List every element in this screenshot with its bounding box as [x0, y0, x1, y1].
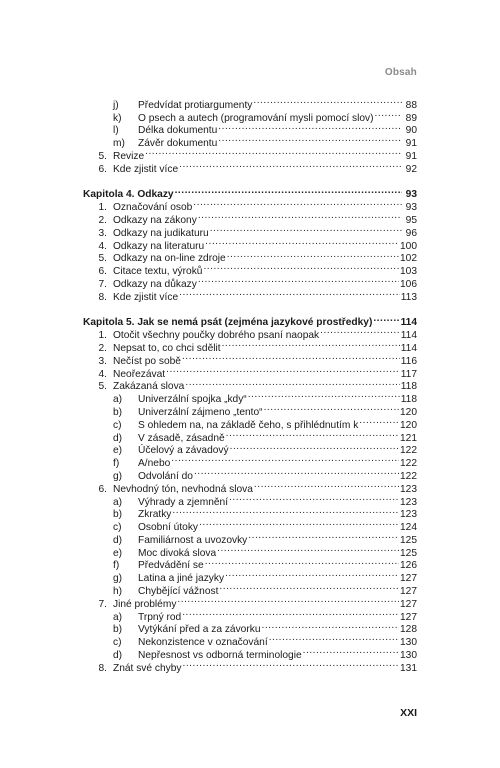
- dot-leader: [183, 658, 399, 671]
- toc-title: Zkratky: [138, 509, 172, 521]
- toc-page-number: 114: [400, 317, 417, 329]
- toc-page-number: 96: [405, 227, 417, 239]
- toc-page-number: 95: [405, 214, 417, 226]
- toc-letter: h): [113, 586, 123, 598]
- toc-page-number: 91: [405, 138, 417, 150]
- toc-page-number: 92: [405, 163, 417, 175]
- dot-leader: [166, 364, 400, 377]
- toc-page-number: 123: [400, 496, 417, 508]
- toc-page-number: 127: [400, 598, 417, 610]
- toc-title: Univerzální zájmeno „tento“: [138, 406, 263, 418]
- dot-leader: [198, 274, 399, 287]
- toc-title: Kapitola 5. Jak se nemá psát (zejména jazykové prostředky): [83, 317, 373, 329]
- dot-leader: [210, 223, 402, 236]
- dot-leader: [177, 594, 399, 607]
- toc-subitem[interactable]: [83, 556, 417, 572]
- toc-number: 3.: [98, 355, 107, 367]
- toc-page-number: 103: [400, 266, 417, 278]
- toc-title: Latina a jiné jazyky: [138, 573, 225, 585]
- toc-subitem[interactable]: [83, 505, 417, 521]
- toc-title: Univerzální spojka „kdy“: [138, 394, 247, 406]
- toc-title: Délka dokumentu: [138, 125, 218, 137]
- toc-subitem[interactable]: [83, 121, 417, 137]
- dot-leader: [194, 466, 399, 479]
- toc-title: Vytýkání před a za závorku: [138, 624, 261, 636]
- dot-leader: [227, 249, 399, 262]
- toc-number: 2.: [98, 342, 107, 354]
- running-header: Obsah: [384, 67, 417, 78]
- toc-page-number: 93: [405, 189, 417, 201]
- toc-page-number: 123: [400, 509, 417, 521]
- toc-number: 8.: [98, 662, 107, 674]
- toc-title: Označování osob: [113, 202, 193, 214]
- toc-number: 5.: [98, 381, 107, 393]
- dot-leader: [254, 479, 399, 492]
- toc-title: Chybějící vážnost: [138, 586, 219, 598]
- toc-title: Odvolání do: [138, 470, 193, 482]
- toc-letter: m): [113, 138, 125, 150]
- toc-chapter[interactable]: [83, 313, 417, 329]
- toc-subitem[interactable]: [83, 428, 417, 444]
- toc-title: Odkazy na literaturu: [113, 240, 205, 252]
- toc-letter: c): [113, 522, 122, 534]
- toc-page-number: 90: [405, 125, 417, 137]
- dot-leader: [222, 338, 400, 351]
- toc-letter: j): [113, 99, 119, 111]
- toc-subitem[interactable]: [83, 95, 417, 111]
- dot-leader: [320, 325, 400, 338]
- dot-leader: [179, 159, 402, 172]
- toc-page-number: 130: [400, 637, 417, 649]
- toc-title: Odkazy na judikaturu: [113, 227, 209, 239]
- dot-leader: [262, 620, 400, 633]
- dot-leader: [198, 210, 402, 223]
- toc-title: Citace textu, výroků: [113, 266, 203, 278]
- toc-letter: d): [113, 534, 123, 546]
- dot-leader: [171, 453, 399, 466]
- dot-leader: [248, 389, 400, 402]
- toc-title: Trpný rod: [138, 611, 182, 623]
- toc-title: Předvídat protiargumenty: [138, 99, 253, 111]
- page-number: XXI: [400, 707, 417, 719]
- toc-title: Odkazy na on-line zdroje: [113, 253, 226, 265]
- toc-title: Moc divoká slova: [138, 547, 217, 559]
- toc-page-number: 116: [400, 355, 417, 367]
- toc-letter: a): [113, 611, 123, 623]
- toc-page-number: 127: [400, 586, 417, 598]
- dot-leader: [182, 351, 400, 364]
- toc-page-number: 121: [400, 432, 417, 444]
- dot-leader: [218, 121, 402, 134]
- toc-letter: g): [113, 573, 123, 585]
- toc-title: Nepřesnost vs odborná terminologie: [138, 650, 302, 662]
- toc-letter: c): [113, 637, 122, 649]
- toc-page-number: 89: [405, 112, 417, 124]
- toc-letter: b): [113, 624, 123, 636]
- toc-subitem[interactable]: [83, 453, 417, 470]
- toc-subitem[interactable]: [83, 620, 417, 636]
- dot-leader: [175, 185, 402, 198]
- toc-page-number: 127: [400, 611, 417, 623]
- dot-leader: [205, 236, 399, 249]
- toc-number: 7.: [98, 598, 107, 610]
- toc-page-number: 123: [400, 483, 417, 495]
- toc-number: 4.: [98, 368, 107, 380]
- toc-subitem[interactable]: [83, 530, 417, 546]
- toc-number: 6.: [98, 266, 107, 278]
- toc-subitem[interactable]: [83, 581, 417, 598]
- dot-leader: [375, 108, 402, 121]
- toc-letter: b): [113, 406, 123, 418]
- toc-title: Jiné problémy: [113, 598, 177, 610]
- toc-number: 7.: [98, 278, 107, 290]
- toc-page-number: 114: [400, 330, 417, 342]
- dot-leader: [182, 607, 399, 620]
- dot-leader: [230, 441, 399, 454]
- toc-number: 5.: [98, 253, 107, 265]
- toc-title: Kde zjistit více: [113, 163, 179, 175]
- dot-leader: [145, 146, 402, 159]
- dot-leader: [193, 197, 402, 210]
- dot-leader: [226, 428, 399, 441]
- toc-page-number: 118: [400, 381, 417, 393]
- toc-number: 3.: [98, 227, 107, 239]
- toc-page-number: 124: [400, 522, 417, 534]
- toc-page-number: 117: [400, 368, 417, 380]
- dot-leader: [248, 530, 399, 543]
- toc-page-number: 100: [400, 240, 417, 252]
- dot-leader: [264, 402, 399, 415]
- toc-title: Výhrady a zjemnění: [138, 496, 229, 508]
- toc-letter: k): [113, 112, 122, 124]
- dot-leader: [303, 645, 399, 658]
- toc-title: Osobní útoky: [138, 522, 199, 534]
- toc-page-number: 128: [400, 624, 417, 636]
- dot-leader: [172, 505, 399, 518]
- toc-letter: f): [113, 560, 120, 572]
- toc-title: Familiárnost a uvozovky: [138, 534, 248, 546]
- toc-number: 6.: [98, 483, 107, 495]
- toc-title: O psech a autech (programování mysli pomocí slov): [138, 112, 374, 124]
- toc-page-number: 102: [400, 253, 417, 265]
- toc-letter: d): [113, 650, 123, 662]
- toc-page-number: 88: [405, 99, 417, 111]
- toc-title: Účelový a závadový: [138, 445, 229, 457]
- toc-page-number: 120: [400, 419, 417, 431]
- toc-page-number: 122: [400, 470, 417, 482]
- dot-leader: [253, 95, 402, 108]
- toc-subitem[interactable]: [83, 466, 417, 482]
- toc-page-number: 130: [400, 650, 417, 662]
- toc-item[interactable]: [83, 658, 417, 674]
- toc-number: 6.: [98, 163, 107, 175]
- toc-title: Znát své chyby: [113, 662, 182, 674]
- dot-leader: [229, 492, 399, 505]
- toc-title: Neořezávat: [113, 368, 166, 380]
- toc-item[interactable]: [83, 479, 417, 495]
- toc-subitem[interactable]: [83, 402, 417, 418]
- toc-number: 1.: [98, 202, 107, 214]
- dot-leader: [199, 517, 399, 530]
- toc-title: V zásadě, zásadně: [138, 432, 225, 444]
- dot-leader: [205, 556, 399, 569]
- toc-letter: l): [113, 125, 119, 137]
- table-of-contents: [83, 95, 417, 674]
- toc-title: Nepsat to, co chci sdělit: [113, 342, 221, 354]
- dot-leader: [269, 632, 399, 645]
- toc-title: Kde zjistit více: [113, 291, 179, 303]
- toc-title: Revize: [113, 150, 145, 162]
- toc-page-number: 122: [400, 458, 417, 470]
- toc-item[interactable]: [83, 146, 417, 162]
- toc-page-number: 93: [405, 202, 417, 214]
- toc-number: 1.: [98, 330, 107, 342]
- toc-letter: e): [113, 445, 123, 457]
- dot-leader: [359, 415, 399, 428]
- toc-letter: c): [113, 419, 122, 431]
- dot-leader: [225, 568, 399, 581]
- toc-letter: b): [113, 509, 123, 521]
- toc-title: Otočit všechny poučky dobrého psaní naopak: [113, 330, 320, 342]
- toc-subitem[interactable]: [83, 517, 417, 534]
- dot-leader: [219, 581, 399, 594]
- toc-page-number: 118: [400, 394, 417, 406]
- toc-title: Předvádění se: [138, 560, 204, 572]
- toc-number: 8.: [98, 291, 107, 303]
- toc-subitem[interactable]: [83, 543, 417, 559]
- toc-page-number: 113: [400, 291, 417, 303]
- dot-leader: [179, 287, 400, 300]
- dot-leader: [218, 133, 402, 146]
- toc-number: 5.: [98, 150, 107, 162]
- toc-title: Odkazy na zákony: [113, 214, 197, 226]
- toc-number: 2.: [98, 214, 107, 226]
- dot-leader: [217, 543, 399, 556]
- toc-chapter[interactable]: [83, 185, 417, 201]
- toc-letter: d): [113, 432, 123, 444]
- toc-page-number: 122: [400, 445, 417, 457]
- toc-page-number: 106: [400, 278, 417, 290]
- toc-page-number: 120: [400, 406, 417, 418]
- toc-letter: a): [113, 496, 123, 508]
- toc-page-number: 131: [400, 662, 417, 674]
- dot-leader: [203, 261, 399, 274]
- toc-page-number: 125: [400, 534, 417, 546]
- toc-title: Závěr dokumentu: [138, 138, 218, 150]
- toc-letter: g): [113, 470, 123, 482]
- toc-title: A/nebo: [138, 458, 171, 470]
- dot-leader: [373, 313, 399, 326]
- toc-subitem[interactable]: [83, 441, 417, 457]
- toc-item[interactable]: [83, 594, 417, 610]
- toc-letter: f): [113, 458, 120, 470]
- toc-subitem[interactable]: [83, 568, 417, 585]
- toc-title: Nekonzistence v označování: [138, 637, 268, 649]
- toc-page-number: 127: [400, 573, 417, 585]
- toc-title: Zakázaná slova: [113, 381, 185, 393]
- toc-number: 4.: [98, 240, 107, 252]
- toc-page-number: 125: [400, 547, 417, 559]
- toc-page-number: 91: [405, 150, 417, 162]
- toc-title: Odkazy na důkazy: [113, 278, 197, 290]
- toc-title: Nevhodný tón, nevhodná slova: [113, 483, 253, 495]
- toc-page-number: 126: [400, 560, 417, 572]
- toc-title: S ohledem na, na základě čeho, s přihlédnutím k: [138, 419, 359, 431]
- toc-page-number: 114: [400, 342, 417, 354]
- toc-title: Kapitola 4. Odkazy: [83, 189, 174, 201]
- toc-letter: e): [113, 547, 123, 559]
- toc-letter: a): [113, 394, 123, 406]
- toc-subitem[interactable]: [83, 133, 417, 150]
- toc-title: Nečíst po sobě: [113, 355, 181, 367]
- dot-leader: [185, 377, 399, 390]
